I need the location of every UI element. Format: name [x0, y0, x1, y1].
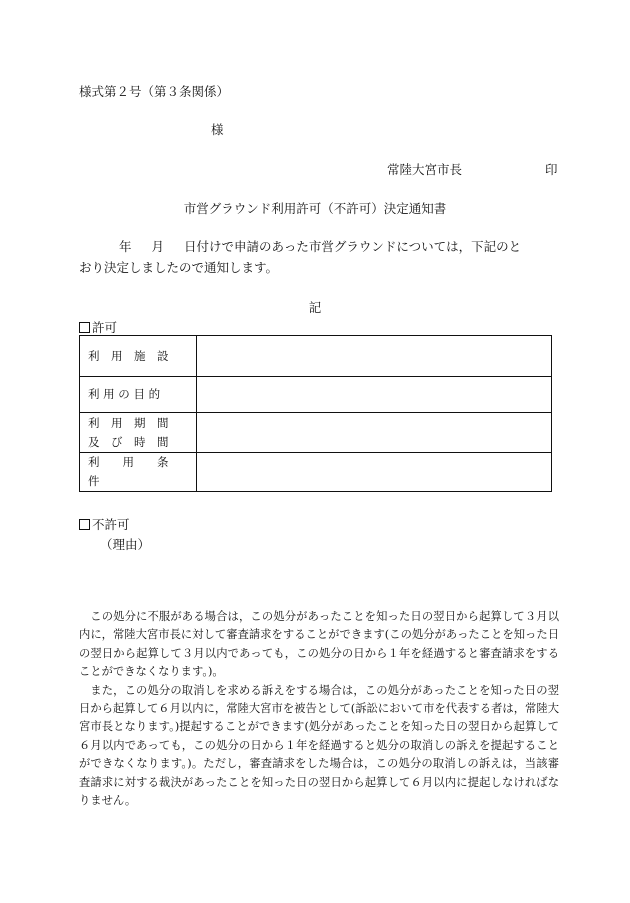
table-row: [80, 377, 552, 413]
intro-line-1: [79, 236, 559, 257]
table-row: [80, 336, 552, 377]
row-value-purpose[interactable]: [197, 377, 552, 413]
row-label-facility: 利 用 施 設: [80, 336, 197, 377]
row-label-purpose: 利 用 の 目 的: [80, 377, 197, 413]
notice-paragraph-1: この処分に不服がある場合は，この処分があったことを知った日の翌日から起算して３月以内に，常陸大宮市長に対して審査請求をすることができます(この処分があったことを知った日の翌日から起算して３月以内であっても，この処分の日から１年を経過すると審査請求をすることができなくなります。)。: [79, 610, 559, 679]
form-number: 様式第２号（第３条関係）: [79, 84, 230, 99]
document-title: 市営グラウンド利用許可（不許可）決定通知書: [183, 201, 447, 216]
row-value-conditions[interactable]: [197, 453, 552, 492]
permit-option: [79, 318, 117, 336]
denial-label: 不許可: [92, 517, 130, 532]
notice-paragraph-2: また，この処分の取消しを求める訴えをする場合は，この処分があったことを知った日の翌日から起算して６月以内に，常陸大宮市を被告として(訴訟において市を代表する者は，常陸大宮市長となります。)提起することができます(処分があったことを知った日の翌日から起算して６月以内であっても，この処分の日から１年を経過すると処分の取消しの訴えを提起することができなくなります。)。ただし，審査請求をした場合は，この処分の取消しの訴えは，当該審査請求に対する裁決があったことを知った日の翌日から起算して６月以内に提起しなければなりません。: [79, 683, 559, 808]
ki-heading: 記: [308, 300, 322, 315]
permit-checkbox[interactable]: [79, 322, 90, 333]
addressee-suffix: 様: [211, 122, 224, 137]
row-label-conditions: 利 用 条 件: [80, 453, 197, 492]
seal-mark: 印: [545, 162, 558, 177]
row-value-facility[interactable]: [197, 336, 552, 377]
appeal-notice: [79, 608, 559, 810]
row-value-period[interactable]: [197, 413, 552, 453]
intro-line-2: おり決定しましたので通知します。: [79, 260, 279, 275]
permit-label: 許可: [92, 320, 118, 335]
sender-name: 常陸大宮市長: [387, 162, 463, 177]
denial-option: [79, 515, 130, 533]
table-row: [80, 413, 552, 453]
denial-checkbox[interactable]: [79, 519, 90, 530]
reason-label: （理由）: [100, 537, 151, 552]
intro-year: 年: [119, 239, 132, 254]
row-label-period: 利 用 期 間 及 び 時 間: [80, 413, 197, 453]
intro-paragraph: [79, 236, 559, 278]
table-row: [80, 453, 552, 492]
usage-table: [79, 335, 552, 492]
intro-line1-rest: 日付けで申請のあった市営グラウンドについては，下記のと: [184, 239, 522, 254]
intro-month: 月: [151, 239, 165, 254]
